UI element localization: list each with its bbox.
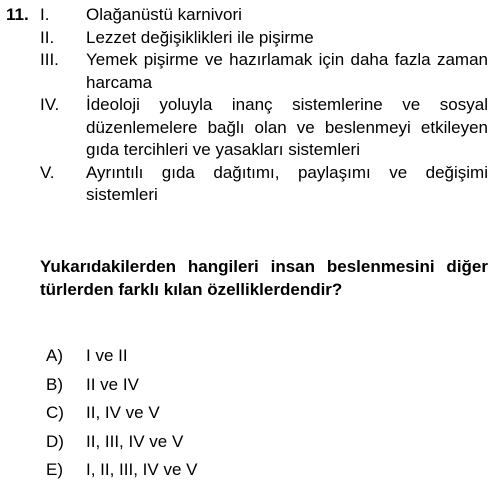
answer-option-a[interactable] bbox=[46, 342, 346, 371]
premise-item bbox=[40, 49, 488, 94]
answer-option-d[interactable] bbox=[46, 428, 346, 457]
premise-text: İdeoloji yoluyla inanç sistemlerine ve sosyal düzenlemelere bağlı olan ve beslenmeyi etkileyen gıda tercihleri ve yasakları sistemleri bbox=[86, 95, 488, 159]
option-text: II, III, IV ve V bbox=[86, 431, 184, 451]
option-letter: C) bbox=[46, 403, 64, 422]
option-text: I ve II bbox=[86, 346, 128, 365]
premise-item bbox=[40, 4, 488, 27]
answer-option-b[interactable] bbox=[46, 371, 346, 400]
premise-numeral: V. bbox=[40, 162, 55, 182]
premise-text: Olağanüstü karnivori bbox=[86, 5, 242, 24]
premise-numeral: III. bbox=[40, 50, 59, 69]
question-stem: Yukarıdakilerden hangileri insan beslenmesini diğer türlerden farklı kılan özelliklerdendir? bbox=[40, 257, 488, 299]
option-letter: B) bbox=[46, 374, 63, 394]
option-text: II ve IV bbox=[86, 374, 139, 394]
premise-text: Lezzet değişiklikleri ile pişirme bbox=[86, 27, 314, 47]
premise-item bbox=[40, 162, 488, 207]
premise-item bbox=[40, 27, 488, 50]
premise-item bbox=[40, 94, 488, 162]
question-number: 11. bbox=[6, 5, 29, 24]
answer-option-c[interactable] bbox=[46, 399, 346, 428]
answer-option-e[interactable] bbox=[46, 456, 346, 485]
option-letter: A) bbox=[46, 346, 63, 365]
option-text: I, II, III, IV ve V bbox=[86, 460, 198, 479]
premise-list bbox=[40, 4, 488, 207]
option-text: II, IV ve V bbox=[86, 403, 160, 422]
premise-text: Ayrıntılı gıda dağıtımı, paylaşımı ve değişimi sistemleri bbox=[86, 162, 488, 204]
option-letter: E) bbox=[46, 460, 63, 479]
option-letter: D) bbox=[46, 431, 64, 451]
answer-options bbox=[46, 342, 346, 485]
premise-numeral: I. bbox=[40, 5, 50, 24]
premise-text: Yemek pişirme ve hazırlamak için daha fazla zaman harcama bbox=[86, 50, 488, 92]
premise-numeral: II. bbox=[40, 27, 55, 47]
premise-numeral: IV. bbox=[40, 95, 60, 114]
